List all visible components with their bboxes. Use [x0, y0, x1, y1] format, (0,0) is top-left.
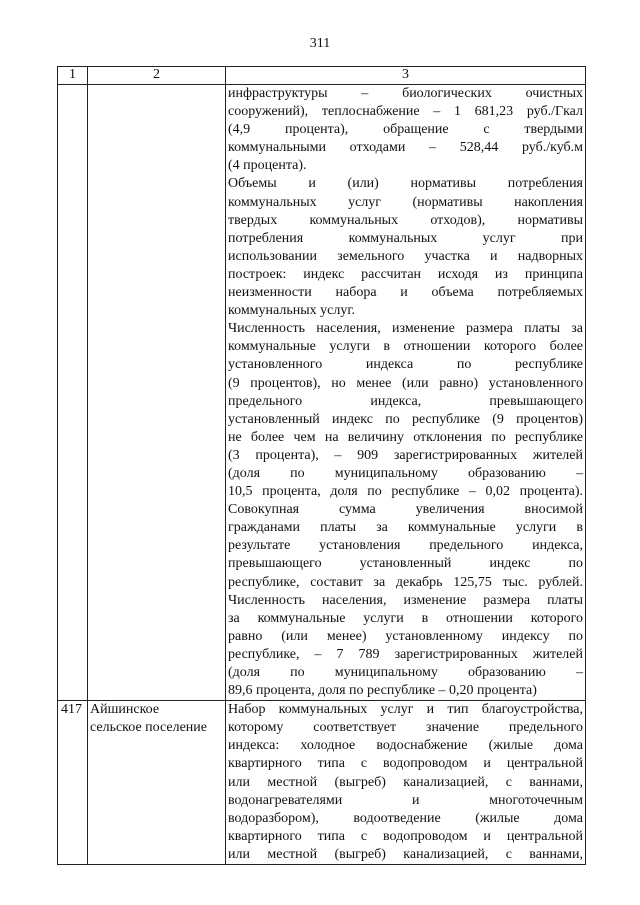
description-line: превышающего установленный индекс по [228, 556, 583, 572]
description-line: Численность населения, изменение размера платы за [228, 321, 583, 337]
description-line: республике, – 7 789 зарегистрированных жителей [228, 646, 583, 662]
description-line: равно (или менее) установленному индексу по [228, 628, 583, 644]
row-description-cell [226, 85, 586, 701]
column-header-2: 2 [88, 67, 226, 85]
description-line: водоразбором), водоотведение (жилые дома [228, 810, 583, 826]
description-line: коммунальные услуги в отношении которого более [228, 339, 583, 355]
description-line: потребления коммунальных услуг при [228, 230, 583, 246]
settlement-name-line: Айшинское [90, 702, 160, 718]
row-number-cell: 417 [58, 701, 88, 865]
description-line: квартирного типа с водопроводом и центральной [228, 756, 583, 772]
description-line: (доля по муниципальному образованию – [228, 465, 583, 481]
description-line: 10,5 процента, доля по республике – 0,02 процента). [228, 484, 583, 500]
table-row-continuation [58, 85, 586, 701]
description-line: гражданами платы за коммунальные услуги в [228, 520, 583, 536]
description-line: использовании земельного участка и надворных [228, 248, 583, 264]
data-table [57, 66, 586, 865]
description-line: квартирного типа с водопроводом и центральной [228, 828, 583, 844]
description-line: предельного индекса, превышающего [228, 393, 583, 409]
table-row-417 [58, 701, 586, 865]
description-line: за коммунальные услуги в отношении которого [228, 610, 583, 626]
description-line: индекса: холодное водоснабжение (жилые дома [228, 738, 583, 754]
column-header-1: 1 [58, 67, 88, 85]
description-line: (4 процента). [228, 158, 307, 174]
settlement-name-line: сельское поселение [90, 720, 207, 736]
table-header-row [58, 67, 586, 85]
description-line: республике, составит за декабрь 125,75 тыс. рублей. [228, 574, 583, 590]
description-line: Совокупная сумма увеличения вносимой [228, 502, 583, 518]
description-line: установленный индекс по республике (9 процентов) [228, 411, 583, 427]
description-line: Набор коммунальных услуг и тип благоустройства, [228, 702, 583, 718]
row-name-cell [88, 85, 226, 701]
description-line: сооружений), теплоснабжение – 1 681,23 руб./Гкал [228, 104, 583, 120]
description-line: или местной (выгреб) канализацией, с ваннами, [228, 846, 583, 862]
description-line: (доля по муниципальному образованию – [228, 665, 583, 680]
description-line: инфраструктуры – биологических очистных [228, 86, 583, 101]
description-line: (4,9 процента), обращение с твердыми [228, 122, 583, 138]
description-line: коммунальных услуг. [228, 303, 356, 319]
description-line: построек: индекс рассчитан исходя из принципа [228, 266, 583, 282]
description-line: коммунальными отходами – 528,44 руб./куб.м [228, 140, 583, 156]
description-line: (9 процентов), но менее (или равно) установленного [228, 375, 583, 391]
description-line: коммунальных услуг (нормативы накопления [228, 194, 583, 210]
description-line: которому соответствует значение предельного [228, 720, 583, 736]
description-line: водонагревателями и многоточечным [228, 792, 583, 808]
description-line: 89,6 процента, доля по республике – 0,20 процента) [228, 683, 537, 699]
description-line: Численность населения, изменение размера платы [228, 592, 583, 608]
description-line: Объемы и (или) нормативы потребления [228, 176, 583, 192]
description-line: установленного индекса по республике [228, 357, 583, 373]
description-line: (3 процента), – 909 зарегистрированных жителей [228, 447, 583, 463]
description-line: неизменности набора и объема потребляемых [228, 285, 583, 301]
row-description-cell [226, 701, 586, 865]
description-line: не более чем на величину отклонения по республике [228, 429, 583, 445]
description-line: или местной (выгреб) канализацией, с ваннами, [228, 774, 583, 790]
column-header-3: 3 [226, 67, 586, 85]
row-number-cell [58, 85, 88, 701]
description-line: твердых коммунальных отходов), нормативы [228, 212, 583, 228]
row-name-cell [88, 701, 226, 865]
description-line: результате установления предельного индекса, [228, 538, 583, 554]
page-number: 311 [309, 36, 331, 51]
